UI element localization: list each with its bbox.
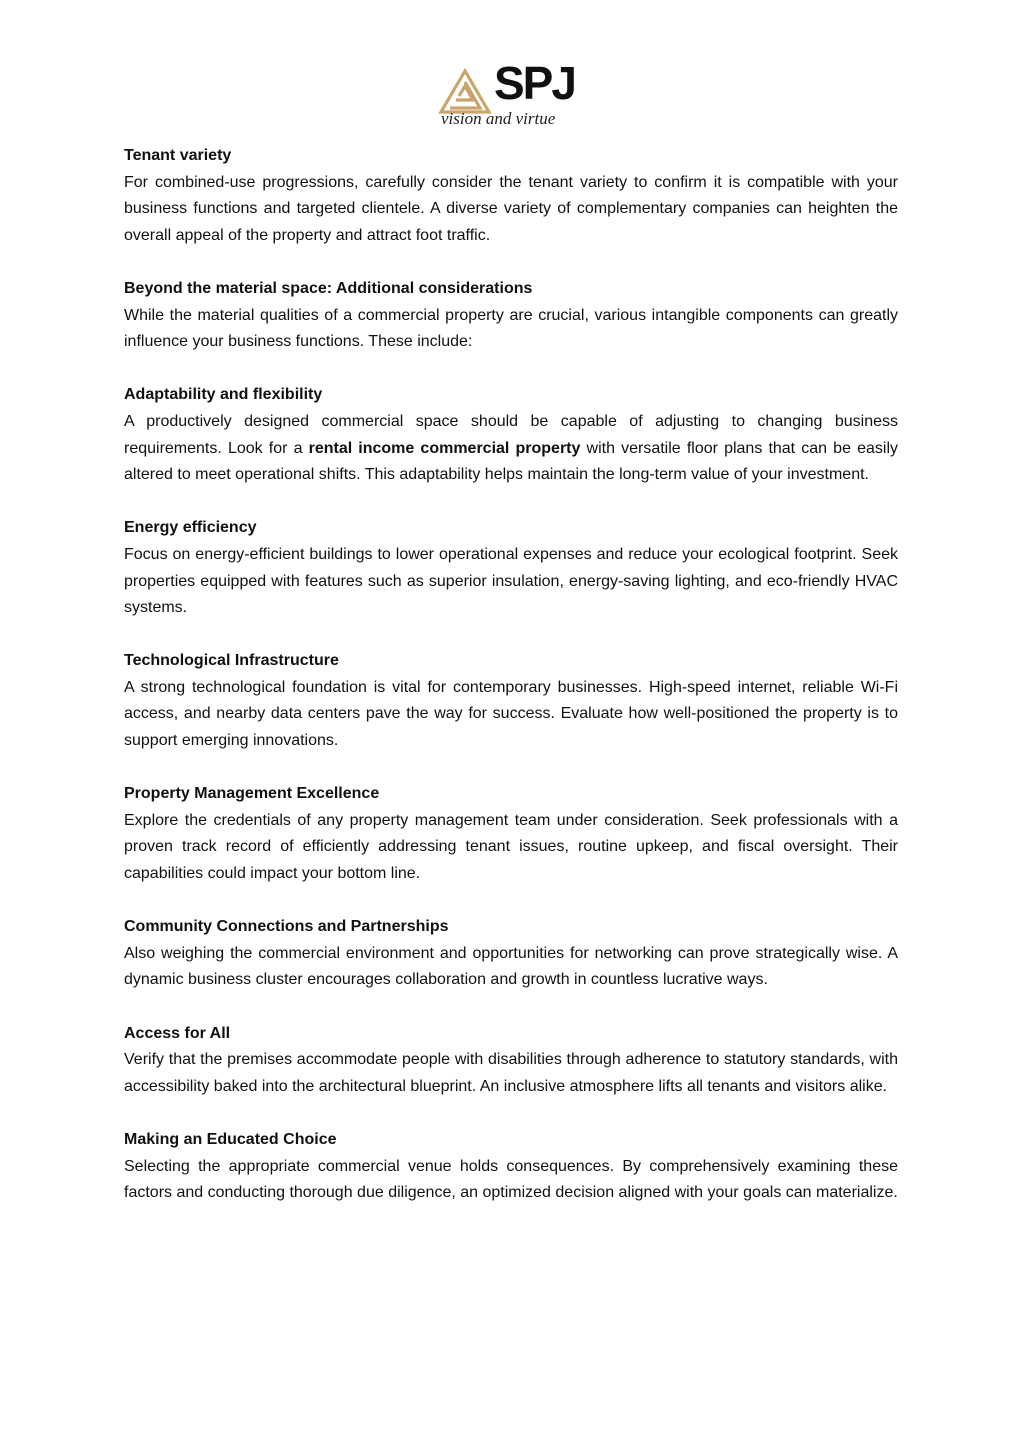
section-heading: Beyond the material space: Additional considerations <box>124 279 533 297</box>
section-body: A strong technological foundation is vital for contemporary businesses. High-speed internet, reliable Wi-Fi access, and nearby data centers pave the way for success. Evaluate how well-positioned the property is to support emerging innovations. <box>124 678 898 750</box>
company-logo <box>438 57 588 132</box>
section-heading: Making an Educated Choice <box>124 1130 337 1148</box>
section-body: Verify that the premises accommodate people with disabilities through adherence to statutory standards, with accessibility baked into the architectural blueprint. An inclusive atmosphere lifts all tenants and visitors alike. <box>124 1051 898 1095</box>
body-text: with versatile floor plans that can be easily altered to meet operational shifts. This adaptability helps maintain the long-term value of your investment. <box>124 439 899 484</box>
section-body: Explore the credentials of any property management team under consideration. Seek professionals with a proven track record of efficiently addressing tenant issues, routine upkeep, and fiscal oversight. Their capabilities could impact your bottom line. <box>124 811 898 883</box>
section-tenant-variety <box>124 143 898 249</box>
section-technological-infrastructure <box>124 648 898 754</box>
section-body <box>124 409 898 489</box>
section-body: While the material qualities of a commercial property are crucial, various intangible components can greatly influence your business functions. These include: <box>124 306 898 351</box>
section-heading: Access for All <box>124 1024 231 1042</box>
section-access-for-all <box>124 1021 898 1101</box>
section-educated-choice <box>124 1127 898 1207</box>
section-body: Also weighing the commercial environment and opportunities for networking can prove strategically wise. A dynamic business cluster encourages collaboration and growth in countless lucrative ways. <box>124 944 898 989</box>
body-text: A productively designed commercial space should be capable of adjusting to changing business requirements. Look for a <box>124 412 898 457</box>
document-body <box>124 143 898 1233</box>
logo-tagline: vision and virtue <box>441 109 556 128</box>
section-heading: Community Connections and Partnerships <box>124 918 449 936</box>
section-body: For combined-use progressions, carefully consider the tenant variety to confirm it is compatible with your business functions and targeted clientele. A diverse variety of complementary companies can heighten the overall appeal of the property and attract foot traffic. <box>124 173 898 244</box>
section-heading: Energy efficiency <box>124 519 257 537</box>
section-adaptability <box>124 382 898 488</box>
section-beyond-material-space <box>124 276 898 356</box>
section-heading: Adaptability and flexibility <box>124 386 323 404</box>
section-community-connections <box>124 914 898 994</box>
bold-keyword: rental income commercial property <box>308 439 581 457</box>
section-heading: Technological Infrastructure <box>124 652 339 670</box>
logo-brand: SPJ <box>494 57 575 109</box>
section-body: Focus on energy-efficient buildings to lower operational expenses and reduce your ecological footprint. Seek properties equipped with features such as superior insulation, energy-saving lighting, and eco-friendly HVAC systems. <box>124 545 898 617</box>
section-heading: Tenant variety <box>124 147 232 164</box>
section-heading: Property Management Excellence <box>124 785 380 803</box>
section-energy-efficiency <box>124 515 898 621</box>
triangle-logo-icon <box>438 68 492 114</box>
section-property-management <box>124 781 898 887</box>
section-body: Selecting the appropriate commercial venue holds consequences. By comprehensively examining these factors and conducting thorough due diligence, an optimized decision aligned with your goals can materialize. <box>124 1157 898 1202</box>
